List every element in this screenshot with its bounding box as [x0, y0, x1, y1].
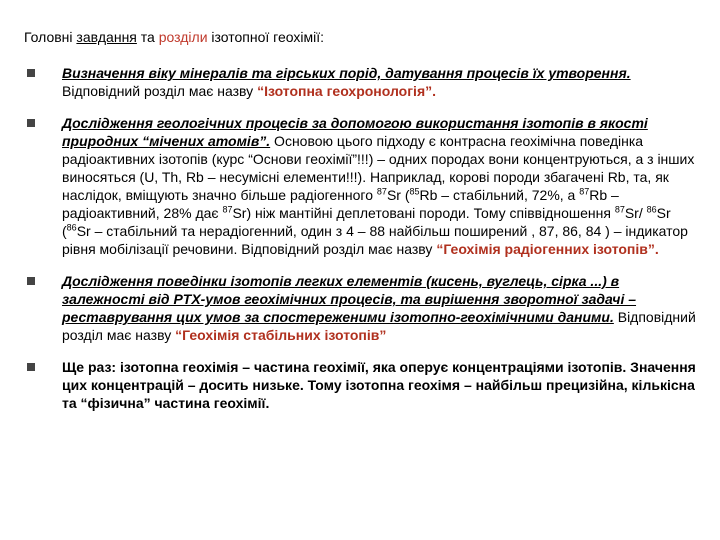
bullet-2-text-6: Sr/	[624, 205, 647, 221]
bullet-2-text-4: Rb – радіоактивний, 28% дає	[62, 187, 619, 221]
isotope-mass-87: 87	[222, 204, 233, 215]
bullet-3-term: “Геохімія стабільних ізотопів”	[175, 327, 387, 343]
isotope-mass-86: 86	[646, 204, 657, 215]
slide-title	[24, 28, 698, 46]
bullet-2-text-5: Sr) ніж мантійні деплетовані породи. Тому співвідношення	[232, 205, 615, 221]
bullet-2-term: “Геохімія радіогенних ізотопів”.	[436, 241, 659, 257]
bullet-2-text-8: Sr – стабільний та нерадіогенний, один з 4 – 88 найбільш поширений , 87, 86, 84 ) – індикатор рівня мобілізації речовини. Відповідний розділ має назву	[62, 223, 688, 257]
bullet-4-text: Ще раз: ізотопна геохімія – частина геохімії, яка оперує концентраціями ізотопів. Значення цих концентрацій – досить низьке. Тому ізотопна геохімя – найбільш прецизійна, кількісна та “фізична” частина геохімії.	[62, 359, 696, 411]
bullet-3-text: Відповідний розділ має назву	[62, 309, 696, 343]
bullet-2-heading: Дослідження геологічних процесів за допомогою використання ізотопів в якості природних “мічених атомів”.	[62, 115, 648, 149]
bullet-item-radiogenic	[24, 114, 698, 258]
bullet-3-heading: Дослідження поведінки ізотопів легких елементів (кисень, вуглець, сірка ...) в залежності від PTX-умов геохімічних процесів, та вирішення зворотної задачі – реставрування цих умов за спостереженими ізотопно-геохімічними даними.	[62, 273, 637, 325]
title-part-sections: розділи	[158, 29, 208, 45]
bullet-2-text-3: Rb – стабільний, 72%, а	[419, 187, 580, 203]
isotope-mass-87: 87	[579, 186, 590, 197]
title-part-1: Головні	[24, 29, 77, 45]
square-bullet-icon	[27, 119, 35, 127]
square-bullet-icon	[27, 69, 35, 77]
title-part-tasks: завдання	[76, 29, 137, 45]
bullet-1-term: “Ізотопна геохронологія”.	[257, 83, 437, 99]
isotope-mass-87: 87	[614, 204, 625, 215]
bullet-item-stable	[24, 272, 698, 344]
bullet-1-text: Відповідний розділ має назву	[62, 83, 258, 99]
bullet-list	[24, 64, 698, 412]
title-part-5: ізотопної геохімії:	[207, 29, 325, 45]
isotope-mass-87: 87	[376, 186, 387, 197]
bullet-1-heading: Визначення віку мінералів та гірських порід, датування процесів їх утворення.	[62, 65, 631, 81]
bullet-2-text-7: Sr (	[62, 205, 671, 239]
bullet-item-summary	[24, 358, 698, 412]
square-bullet-icon	[27, 363, 35, 371]
bullet-2-text-1: Основою цього підходу є контрасна геохімічна поведінка радіоактивних ізотопів (курс “Основи геохімії”!!!) – одних породах вони концентруються, а з інших виносяться (U, Th, Rb – несумісні елементи!!!). Наприклад, корові породи збагачені Rb, та, як наслідок, вміщують значно більше радіогенного	[62, 133, 695, 203]
bullet-item-geochronology	[24, 64, 698, 100]
isotope-mass-86: 86	[66, 222, 77, 233]
square-bullet-icon	[27, 277, 35, 285]
bullet-2-text-2: Sr (	[386, 187, 410, 203]
isotope-mass-85: 85	[409, 186, 420, 197]
title-part-3: та	[136, 29, 159, 45]
